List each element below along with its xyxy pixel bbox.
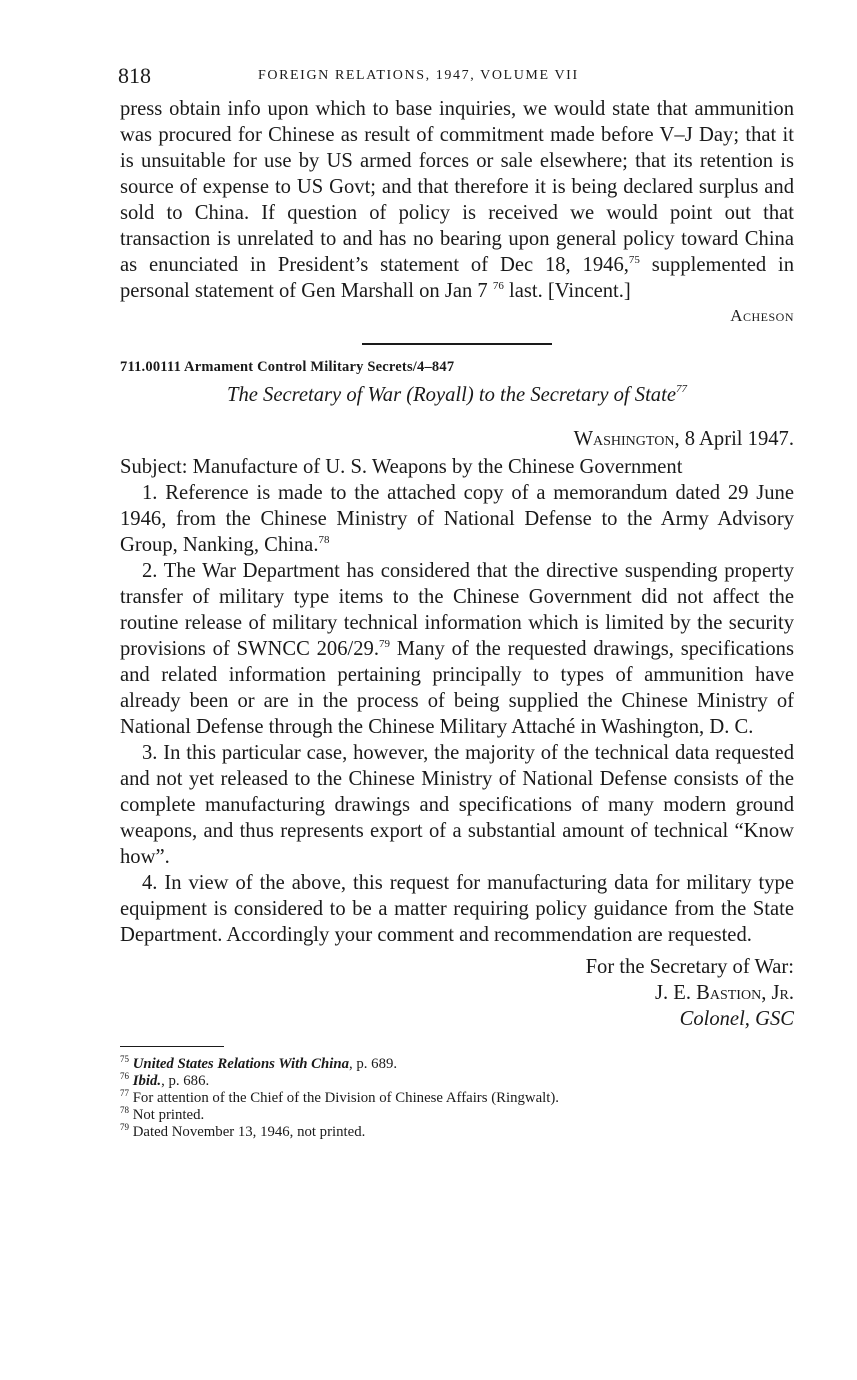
footnote-ref-78: 78 <box>318 534 330 546</box>
footnote-75 <box>120 1056 794 1073</box>
footnote-number: 76 <box>120 1071 129 1081</box>
footnote-number: 75 <box>120 1054 129 1064</box>
paragraph-2-text: 2. The War Department has considered that the directive suspending property transfer of military type items to the Chinese Government did not affect the routine release of military technical information which is limited by the security provisions of SWNCC 206/29. <box>120 560 794 660</box>
telegram-text-2: supplemented in personal statement of Gen Marshall on Jan 7 <box>120 254 795 302</box>
footnote-ref-77: 77 <box>675 383 687 395</box>
signature-name: J. E. Bastion, Jr. <box>654 982 794 1004</box>
paragraph-1-text: 1. Reference is made to the attached copy of a memorandum dated 29 June 1946, from the Chinese Ministry of National Defense to the Army Advisory Group, Nanking, China. <box>120 482 794 556</box>
telegram-text-3: last. [Vincent.] <box>503 280 631 302</box>
place: Washington <box>573 428 675 450</box>
footnote-78 <box>120 1107 794 1124</box>
document-title-text: The Secretary of War (Royall) to the Secretary of State <box>227 384 676 406</box>
footnote-number: 77 <box>120 1088 129 1098</box>
footnote-ref-79: 79 <box>379 638 390 650</box>
telegram-signature: Acheson <box>730 306 794 325</box>
date: , 8 April 1947. <box>674 428 794 450</box>
telegram-text: press obtain info upon which to base inquiries, we would state that ammunition was procured for Chinese as result of commitment made before V–J Day; that it is unsuitable for use by US armed forces or sale elsewhere; that its retention is source of expense to US Govt; and that therefore it is being declared surplus and sold to China. If question of policy is received we would point out that transaction is unrelated to and has no bearing upon general policy toward China as enunciated in President’s statement of Dec 18, 1946, <box>120 98 794 276</box>
signature-rank: Colonel, GSC <box>679 1008 794 1030</box>
footnote-number: 78 <box>120 1105 129 1115</box>
paragraph-2-text-2: Many of the requested drawings, specifications and related information pertaining principally to types of ammunition have already been or are in the process of being supplied the Chinese Ministry of National Defense through the Chinese Military Attaché in Washington, D. C. <box>120 638 794 738</box>
subject-line: Subject: Manufacture of U. S. Weapons by the Chinese Government <box>120 456 683 478</box>
section-divider <box>362 343 552 345</box>
place-date <box>120 426 794 452</box>
footnote-79 <box>120 1124 794 1141</box>
paragraph-2 <box>120 558 794 740</box>
page-number: 818 <box>118 63 151 88</box>
footnote-source: Ibid. <box>132 1073 162 1089</box>
footnote-76 <box>120 1073 794 1090</box>
footnote-text: Not printed. <box>132 1107 205 1123</box>
footnote-number: 79 <box>120 1122 129 1132</box>
telegram-continuation <box>120 96 794 304</box>
signature-block <box>120 954 794 1032</box>
paragraph-1 <box>120 480 794 558</box>
footnote-text: For attention of the Chief of the Division of Chinese Affairs (Ringwalt). <box>132 1090 560 1106</box>
footnotes <box>120 1056 794 1141</box>
document-title <box>120 382 794 408</box>
file-reference: 711.00111 Armament Control Military Secrets/4–847 <box>120 359 455 375</box>
running-head: FOREIGN RELATIONS, 1947, VOLUME VII <box>258 68 579 83</box>
document-page <box>120 62 794 1141</box>
page-header <box>120 62 794 96</box>
footnote-ref-75: 75 <box>628 254 640 266</box>
footnote-text: Dated November 13, 1946, not printed. <box>132 1124 366 1140</box>
footnote-divider <box>120 1046 224 1047</box>
footnote-text: , p. 686. <box>161 1073 210 1089</box>
signature-line-1: For the Secretary of War: <box>585 956 794 978</box>
footnote-text: , p. 689. <box>348 1056 398 1072</box>
paragraph-4: 4. In view of the above, this request for manufacturing data for military type equipment is considered to be a matter requiring policy guidance from the State Department. Accordingly your comment and recommendation are requested. <box>120 872 794 946</box>
footnote-77 <box>120 1090 794 1107</box>
paragraph-3: 3. In this particular case, however, the majority of the technical data requested and not yet released to the Chinese Ministry of National Defense consists of the complete manufacturing drawings and specifications of many modern ground weapons, and thus represents export of a substantial amount of technical “Know how”. <box>120 742 794 868</box>
footnote-source: United States Relations With China <box>132 1056 349 1072</box>
footnote-ref-76: 76 <box>492 280 504 292</box>
